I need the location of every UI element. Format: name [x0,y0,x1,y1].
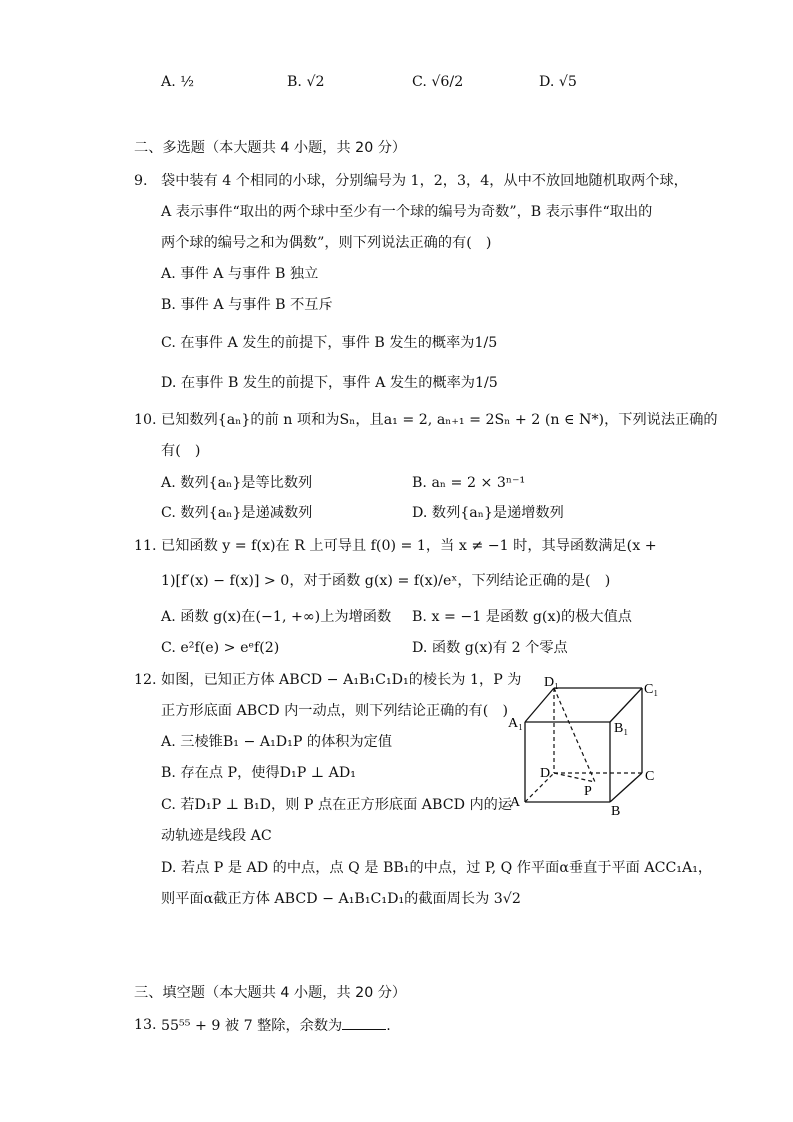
q8-option-c: C. √6/2 [412,74,464,90]
q8-option-a: A. ½ [161,74,195,90]
section-3-title: 三、填空题（本大题共 4 小题，共 20 分） [134,985,407,1001]
q9-option-d: D. 在事件 B 发生的前提下，事件 A 发生的概率为1/5 [161,375,498,391]
q9-stem-line-1: 袋中装有 4 个相同的小球，分别编号为 1，2，3，4，从中不放回地随机取两个球， [161,173,688,189]
q11-option-c: C. e²f(e) > eᵉf(2) [161,640,280,656]
q10-option-d: D. 数列{aₙ}是递增数列 [412,505,564,521]
cube-edge-bc [610,773,642,802]
cube-edge-b1c1 [610,688,642,722]
q10-option-c: C. 数列{aₙ}是递减数列 [161,505,313,521]
cube-edge-a1d1 [525,688,554,722]
q12-option-d-line-1: D. 若点 P 是 AD 的中点，点 Q 是 BB₁的中点，过 P, Q 作平面α垂直于平面 ACC₁A₁， [161,860,713,876]
q12-option-a: A. 三棱锥B₁ − A₁D₁P 的体积为定值 [161,734,393,750]
q12-number: 12. [134,672,157,688]
q13-period: . [386,1018,391,1034]
label-d: D [540,766,551,781]
q10-option-a: A. 数列{aₙ}是等比数列 [161,475,313,491]
q9-number: 9. [134,173,148,189]
q12-stem-line-2: 正方形底面 ABCD 内一动点，则下列结论正确的有( ) [161,703,509,719]
q12-option-d-line-2: 则平面α截正方体 ABCD − A₁B₁C₁D₁的截面周长为 3√2 [161,891,521,907]
q10-stem-line-2: 有( ) [161,443,201,459]
q10-stem-line-1: 已知数列{aₙ}的前 n 项和为Sₙ，且a₁ = 2, aₙ₊₁ = 2Sₙ + 2 (n ∈ N*)，下列说法正确的 [161,412,718,428]
segment-dp [554,773,595,782]
q12-option-b: B. 存在点 P，使得D₁P ⊥ AD₁ [161,765,356,781]
q9-option-a: A. 事件 A 与事件 B 独立 [161,266,319,282]
q13-text: 55⁵⁵ + 9 被 7 整除，余数为 [161,1018,343,1034]
label-p: P [584,784,592,799]
section-2-title: 二、多选题（本大题共 4 小题，共 20 分） [134,140,407,156]
q13-stem [161,1015,391,1036]
q10-option-b: B. aₙ = 2 × 3ⁿ⁻¹ [412,475,526,491]
segment-d1p [554,688,595,782]
q11-stem-line-2: 1)[f′(x) − f(x)] > 0，对于函数 g(x) = f(x)/eˣ，下列结论正确的是( ) [161,573,611,589]
q13-number: 13. [134,1017,157,1033]
q8-option-b: B. √2 [287,74,325,90]
q8-option-d: D. √5 [539,74,577,90]
label-c1: C₁ [644,682,659,697]
q9-option-b: B. 事件 A 与事件 B 不互斥 [161,297,333,313]
q11-option-d: D. 函数 g(x)有 2 个零点 [412,640,568,656]
q9-stem-line-2: A 表示事件“取出的两个球中至少有一个球的编号为奇数”，B 表示事件“取出的 [161,204,653,220]
q11-number: 11. [134,538,157,554]
q11-option-b: B. x = −1 是函数 g(x)的极大值点 [412,609,632,625]
label-a: A [510,795,521,810]
q11-stem-line-1: 已知函数 y = f(x)在 R 上可导且 f(0) = 1，当 x ≠ −1 时，其导函数满足(x + [161,538,657,554]
label-b: B [611,804,621,819]
q10-number: 10. [134,412,157,428]
q12-option-c-line-1: C. 若D₁P ⊥ B₁D，则 P 点在正方形底面 ABCD 内的运 [161,797,513,813]
q11-option-a: A. 函数 g(x)在(−1, +∞)上为增函数 [161,609,392,625]
label-b1: B₁ [614,721,629,736]
label-a1: A₁ [508,716,523,731]
q12-cube-figure [500,670,670,820]
q9-option-c: C. 在事件 A 发生的前提下，事件 B 发生的概率为1/5 [161,335,498,351]
q9-stem-line-3: 两个球的编号之和为偶数”，则下列说法正确的有( ) [161,235,492,251]
q12-option-c-line-2: 动轨迹是线段 AC [161,828,272,844]
label-d1: D₁ [544,675,559,690]
label-c: C [645,769,655,784]
q13-answer-blank[interactable] [342,1015,386,1030]
q12-stem-line-1: 如图，已知正方体 ABCD − A₁B₁C₁D₁的棱长为 1，P 为 [161,672,522,688]
